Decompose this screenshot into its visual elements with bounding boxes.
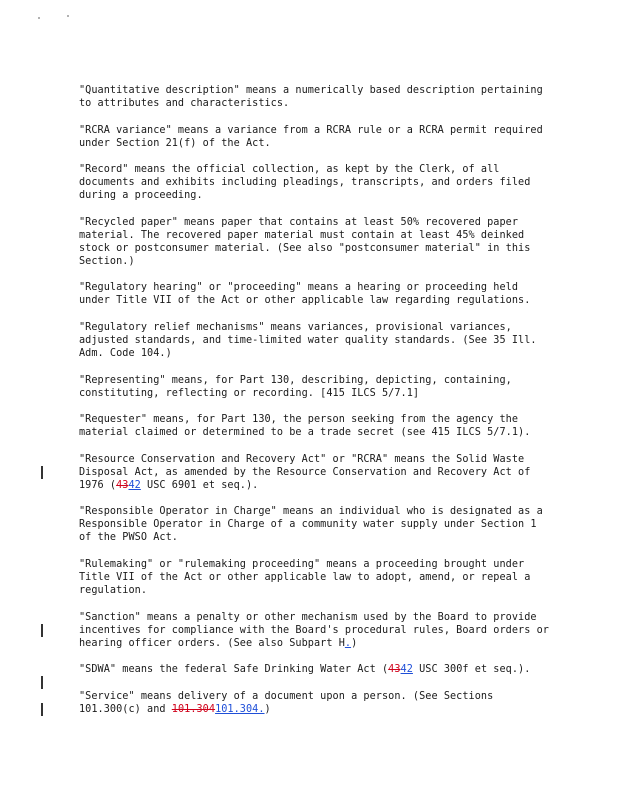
paragraph-text: "Quantitative description" means a numerically based description pertaining to attributes and characteristics.	[79, 85, 543, 109]
definition-paragraph	[79, 453, 549, 492]
revision-change-bar	[41, 466, 43, 479]
paragraph-text: "Regulatory relief mechanisms" means variances, provisional variances, adjusted standards, and time-limited water quality standards. (See 35 Ill. Adm. Code 104.)	[79, 321, 537, 359]
paragraph-text: "Resource Conservation and Recovery Act" or "RCRA" means the Solid Waste Disposal Act, as amended by the Resource Conservation and Recovery Act of 1976 (	[79, 453, 531, 491]
revision-change-bar	[41, 624, 43, 637]
definition-paragraph	[79, 413, 549, 439]
definition-paragraph	[79, 124, 549, 150]
paragraph-text: USC 6901 et seq.).	[140, 479, 259, 491]
paragraph-text: "Regulatory hearing" or "proceeding" means a hearing or proceeding held under Title VII of the Act or other applicable law regarding regulations.	[79, 282, 531, 307]
scan-speck	[38, 17, 40, 19]
definition-paragraph	[79, 374, 549, 400]
paragraph-text: "Requester" means, for Part 130, the person seeking from the agency the material claimed or determined to be a trade secret (see 415 ILCS 5/7.1).	[79, 414, 531, 439]
deleted-text: 43	[116, 479, 129, 491]
definition-paragraph	[79, 216, 549, 268]
paragraph-text: "Service" means delivery of a document upon a person. (See Sections 101.300(c) and	[79, 690, 494, 715]
definition-paragraph	[79, 281, 549, 307]
paragraph-text: "Recycled paper" means paper that contains at least 50% recovered paper material. The recovered paper material must contain at least 45% deinked stock or postconsumer material. (See also "postconsumer material" in this Section.)	[79, 216, 531, 267]
paragraph-text: "RCRA variance" means a variance from a RCRA rule or a RCRA permit required under Section 21(f) of the Act.	[79, 124, 543, 149]
definition-paragraph	[79, 663, 549, 676]
revision-change-bar	[41, 703, 43, 716]
paragraph-text: USC 300f et seq.).	[412, 664, 531, 676]
inserted-text: 101.304.	[215, 703, 265, 715]
deleted-text: 43	[388, 664, 401, 676]
definition-paragraph	[79, 321, 549, 360]
paragraph-text: "Record" means the official collection, as kept by the Clerk, of all documents and exhibits including pleadings, transcripts, and orders filed during a proceeding.	[79, 164, 531, 202]
revision-change-bar	[41, 676, 43, 689]
definition-paragraph	[79, 84, 549, 110]
paragraph-text: "Sanction" means a penalty or other mechanism used by the Board to provide incentives for compliance with the Board's procedural rules, Board orders or hearing officer orders. (See also Subpart H	[79, 611, 549, 649]
definition-paragraph	[79, 611, 549, 650]
deleted-text: 101.304	[171, 703, 216, 715]
scan-speck	[67, 15, 69, 17]
definition-paragraph	[79, 558, 549, 597]
definition-paragraph	[79, 690, 549, 716]
definition-paragraph	[79, 163, 549, 202]
paragraph-text: "Rulemaking" or "rulemaking proceeding" means a proceeding brought under Title VII of the Act or other applicable law to adopt, amend, or repeal a regulation.	[79, 558, 531, 596]
inserted-text: 42	[400, 664, 413, 676]
definition-paragraph	[79, 505, 549, 544]
inserted-text: 42	[128, 479, 141, 491]
inserted-text: .	[344, 637, 352, 649]
document-body	[79, 84, 549, 729]
paragraph-text: "Responsible Operator in Charge" means an individual who is designated as a Responsible Operator in Charge of a community water supply under Section 1 of the PWSO Act.	[79, 506, 543, 544]
paragraph-text: )	[351, 637, 358, 649]
paragraph-text: "SDWA" means the federal Safe Drinking Water Act (	[79, 664, 389, 676]
paragraph-text: "Representing" means, for Part 130, describing, depicting, containing, constituting, reflecting or recording. [415 ILCS 5/7.1]	[79, 374, 512, 399]
paragraph-text: )	[264, 703, 271, 715]
